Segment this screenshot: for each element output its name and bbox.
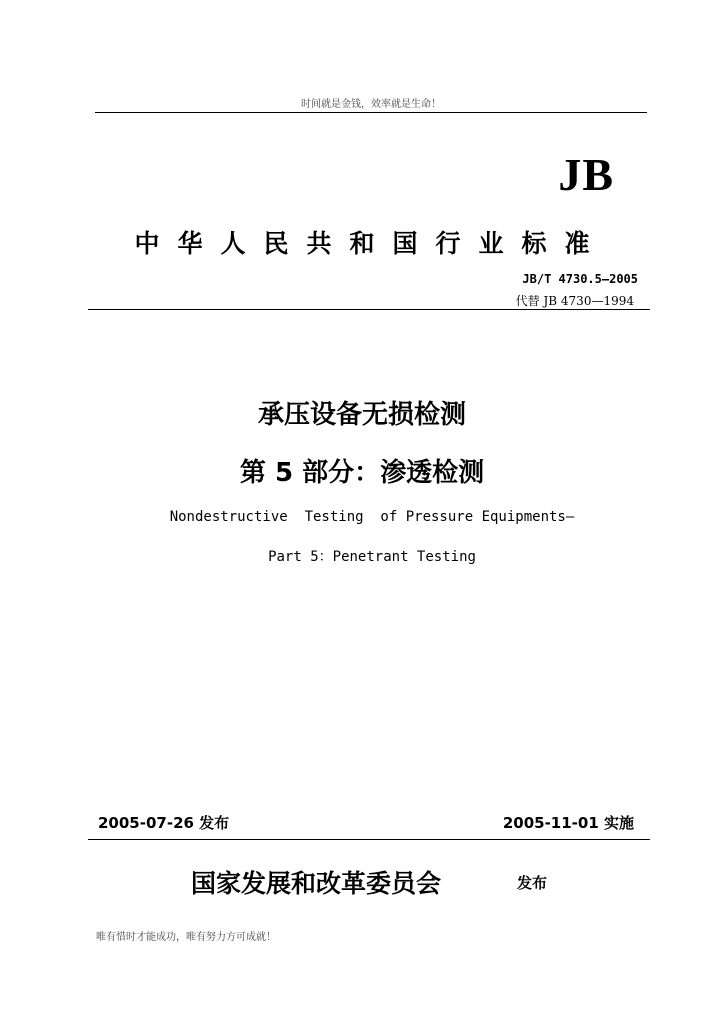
- title-divider: [88, 309, 650, 310]
- issue-label: 发布: [517, 874, 548, 892]
- date-divider: [88, 839, 650, 840]
- main-title: 承压设备无损检测: [257, 400, 466, 430]
- standard-category: 中华人民共和国行业标准: [134, 229, 608, 258]
- footer-note: 唯有惜时才能成功，唯有努力方可成就！: [96, 932, 276, 943]
- implement-date: 2005-11-01 实施: [502, 814, 634, 832]
- publish-date: 2005-07-26 发布: [98, 814, 230, 832]
- sub-title: 第 5 部分：渗透检测: [239, 458, 485, 488]
- header-divider: [95, 112, 647, 113]
- header-note: 时间就是金钱，效率就是生命！: [301, 99, 441, 110]
- english-subtitle: Part 5：Penetrant Testing: [268, 549, 476, 565]
- standard-number: JB/T 4730.5—2005: [522, 272, 638, 286]
- english-title: Nondestructive Testing of Pressure Equipments—: [169, 509, 575, 525]
- issuer-name: 国家发展和改革委员会: [191, 869, 442, 898]
- jb-logo: JB: [558, 149, 614, 200]
- replaces-standard: 代替 JB 4730—1994: [515, 294, 634, 308]
